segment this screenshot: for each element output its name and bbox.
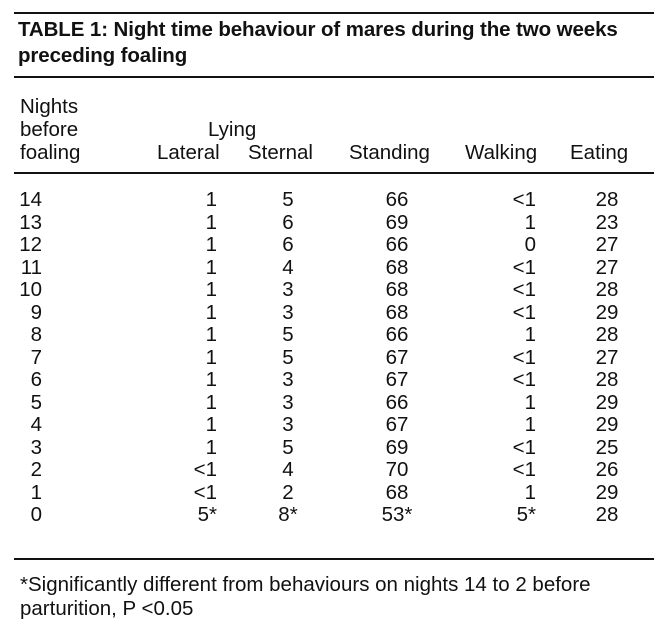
cell-standing: 66: [385, 323, 409, 346]
cell-lateral: 1: [205, 255, 217, 279]
footnote: *Significantly different from behaviours on nights 14 to 2 before parturition, P <0.05: [20, 573, 591, 620]
cell-lateral: 1: [205, 233, 217, 256]
cell-walking: <1: [512, 188, 536, 211]
cell-sternal: 3: [282, 413, 294, 436]
cell-eating: 28: [595, 368, 619, 391]
cell-night: 3: [30, 435, 42, 459]
cell-standing: 68: [385, 255, 409, 279]
header-standing: Standing: [349, 141, 430, 164]
cell-night: 10: [19, 278, 42, 301]
cell-standing: 70: [385, 458, 409, 481]
cell-night: 7: [30, 345, 42, 369]
cell-eating: 27: [595, 345, 619, 369]
cell-walking: 1: [524, 210, 536, 234]
cell-standing: 66: [385, 233, 409, 256]
cell-sternal: 4: [282, 458, 294, 481]
table-row: [0, 370, 670, 390]
cell-sternal: 8*: [278, 503, 298, 526]
cell-sternal: 6: [282, 210, 294, 234]
cell-lateral: 1: [205, 188, 217, 211]
header-walking: Walking: [465, 141, 538, 164]
cell-night: 5: [30, 390, 42, 414]
cell-eating: 28: [595, 278, 619, 301]
table-row: [0, 190, 670, 210]
cell-standing: 68: [385, 300, 409, 324]
table-row: [0, 235, 670, 255]
cell-night: 9: [30, 300, 42, 324]
cell-sternal: 6: [282, 233, 294, 256]
cell-sternal: 3: [282, 390, 294, 414]
cell-sternal: 3: [282, 300, 294, 324]
cell-standing: 53*: [381, 503, 413, 526]
cell-standing: 66: [385, 390, 409, 414]
header-nights-line: Nights: [20, 95, 79, 118]
cell-night: 1: [30, 480, 42, 504]
cell-standing: 67: [385, 368, 409, 391]
cell-walking: 1: [524, 323, 536, 346]
table-row: [0, 345, 670, 369]
table-row: [0, 210, 670, 234]
header-lying: Lying: [208, 118, 257, 141]
cell-lateral: 1: [205, 278, 217, 301]
title-rule: [14, 76, 654, 78]
cell-lateral: 1: [205, 300, 217, 324]
cell-eating: 28: [595, 323, 619, 346]
cell-standing: 67: [385, 413, 409, 436]
cell-night: 0: [30, 503, 42, 526]
cell-night: 2: [30, 458, 42, 481]
cell-walking: 1: [524, 390, 536, 414]
cell-night: 8: [30, 323, 42, 346]
cell-eating: 28: [595, 503, 619, 526]
table-title: TABLE 1: Night time behaviour of mares during the two weeks preceding foaling: [18, 18, 618, 67]
header-rule: [14, 172, 654, 174]
cell-lateral: 1: [205, 413, 217, 436]
table-row: [0, 300, 670, 324]
cell-eating: 29: [595, 300, 619, 324]
cell-sternal: 5: [282, 345, 294, 369]
cell-standing: 69: [385, 435, 409, 459]
table-row: [0, 480, 670, 504]
top-rule: [14, 12, 654, 14]
header-lateral: Lateral: [157, 141, 220, 164]
cell-eating: 25: [595, 435, 619, 459]
cell-standing: 68: [385, 480, 409, 504]
cell-walking: <1: [512, 255, 536, 279]
header-nights-line: before: [20, 118, 79, 141]
bottom-rule: [14, 558, 654, 560]
cell-eating: 26: [595, 458, 619, 481]
header-sternal: Sternal: [248, 141, 313, 164]
cell-night: 14: [19, 188, 42, 211]
cell-lateral: 1: [205, 435, 217, 459]
table-row: [0, 435, 670, 459]
cell-night: 6: [30, 368, 42, 391]
cell-walking: 5*: [516, 503, 536, 526]
cell-walking: <1: [512, 458, 536, 481]
cell-night: 13: [19, 210, 42, 234]
cell-eating: 27: [595, 233, 619, 256]
cell-lateral: <1: [193, 458, 217, 481]
cell-sternal: 4: [282, 255, 294, 279]
header-nights-line: foaling: [20, 141, 81, 164]
cell-standing: 66: [385, 188, 409, 211]
table-row: [0, 390, 670, 414]
cell-sternal: 2: [282, 480, 294, 504]
table-row: [0, 415, 670, 435]
cell-standing: 69: [385, 210, 409, 234]
cell-walking: 1: [524, 413, 536, 436]
cell-lateral: 1: [205, 368, 217, 391]
cell-eating: 28: [595, 188, 619, 211]
cell-eating: 27: [595, 255, 619, 279]
cell-lateral: 1: [205, 210, 217, 234]
cell-sternal: 5: [282, 435, 294, 459]
cell-lateral: 1: [205, 390, 217, 414]
cell-walking: <1: [512, 368, 536, 391]
cell-lateral: <1: [193, 480, 217, 504]
table-row: [0, 460, 670, 480]
cell-standing: 67: [385, 345, 409, 369]
cell-night: 11: [20, 255, 42, 279]
cell-walking: 0: [524, 233, 536, 256]
cell-lateral: 5*: [197, 503, 217, 526]
cell-eating: 23: [595, 210, 619, 234]
cell-night: 12: [19, 233, 42, 256]
header-eating: Eating: [570, 141, 629, 164]
cell-walking: 1: [524, 480, 536, 504]
table-row: [0, 325, 670, 345]
cell-sternal: 3: [282, 368, 294, 391]
cell-walking: <1: [512, 435, 536, 459]
cell-walking: <1: [512, 278, 536, 301]
table-row: [0, 505, 670, 525]
cell-standing: 68: [385, 278, 409, 301]
cell-eating: 29: [595, 390, 619, 414]
cell-walking: <1: [512, 345, 536, 369]
cell-walking: <1: [512, 300, 536, 324]
cell-eating: 29: [595, 480, 619, 504]
cell-eating: 29: [595, 413, 619, 436]
cell-sternal: 5: [282, 188, 294, 211]
cell-sternal: 5: [282, 323, 294, 346]
cell-night: 4: [30, 413, 42, 436]
table-row: [0, 255, 670, 279]
cell-sternal: 3: [282, 278, 294, 301]
table-row: [0, 280, 670, 300]
header-nights: [20, 95, 80, 164]
cell-lateral: 1: [205, 345, 217, 369]
cell-lateral: 1: [205, 323, 217, 346]
